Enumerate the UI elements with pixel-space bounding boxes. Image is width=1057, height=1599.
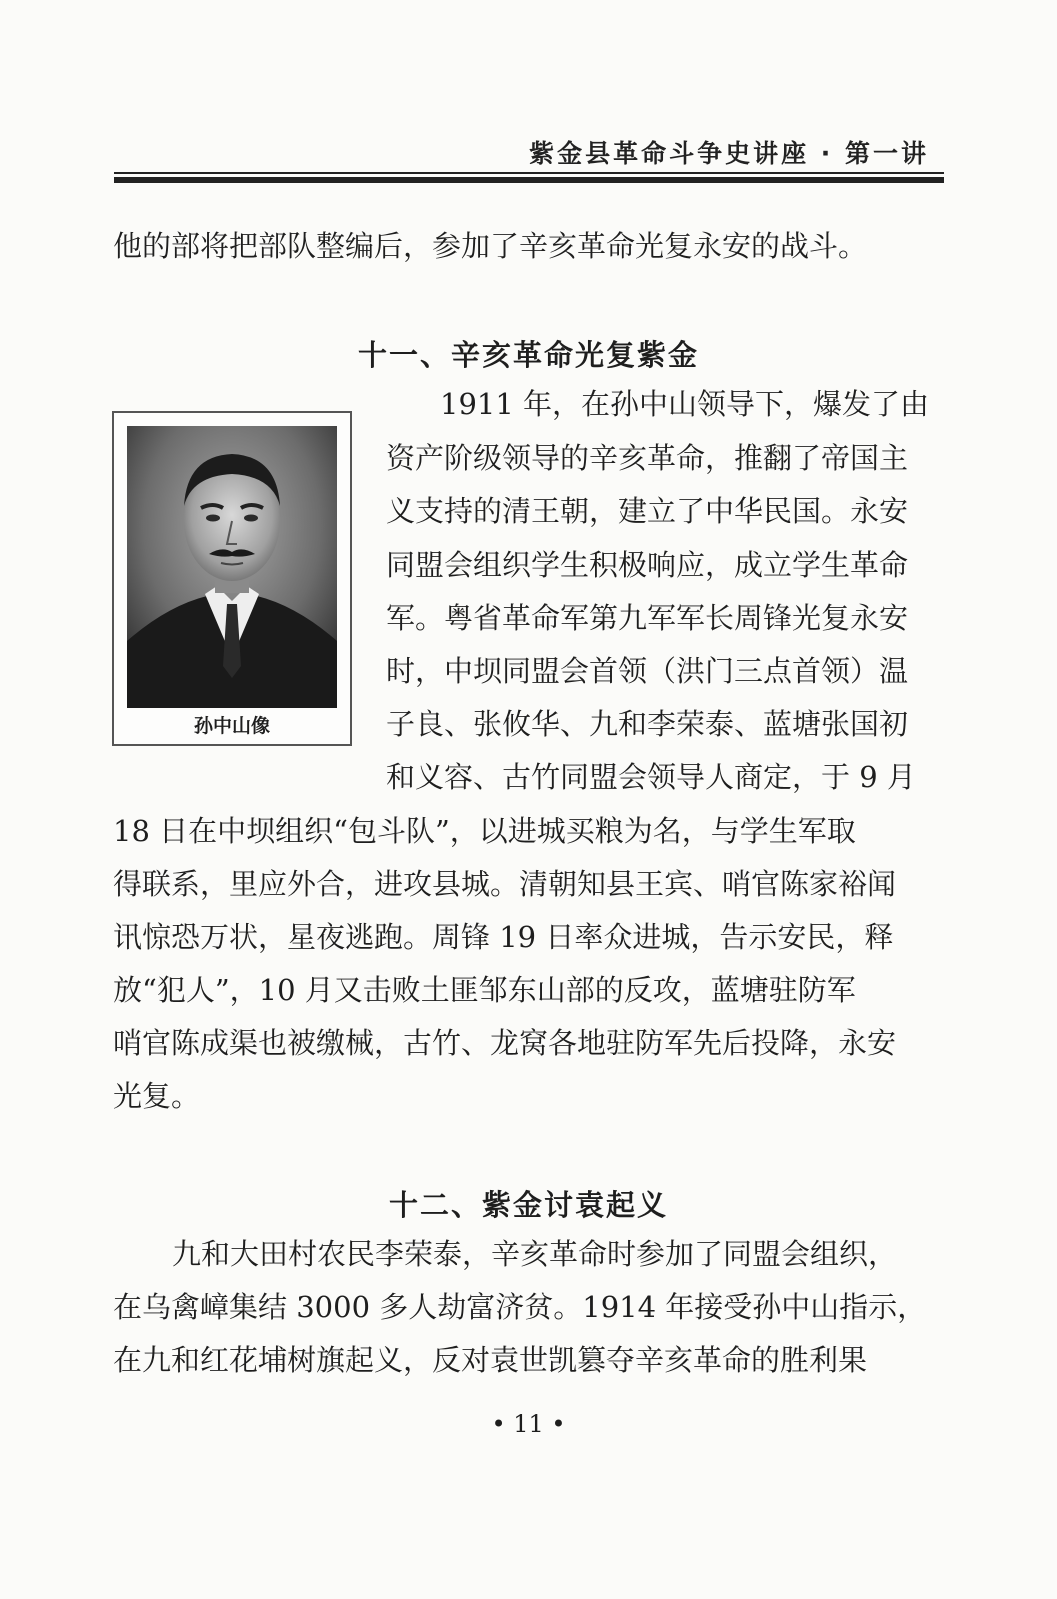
body-line: 得联系，里应外合，进攻县城。清朝知县王宾、哨官陈家裕闻 <box>113 867 897 901</box>
section-11-heading: 十一、辛亥革命光复紫金 <box>357 338 699 372</box>
body-line: 1911 年，在孙中山领导下，爆发了由 <box>440 387 930 421</box>
body-line: 在九和红花埔树旗起义，反对袁世凯篡夺辛亥革命的胜利果 <box>113 1343 868 1377</box>
page-number: • 11 • <box>491 1410 566 1438</box>
section-12-heading: 十二、紫金讨袁起义 <box>388 1188 668 1222</box>
intro-line: 他的部将把部队整编后，参加了辛亥革命光复永安的战斗。 <box>113 229 868 263</box>
body-line: 军。粤省革命军第九军军长周锋光复永安 <box>386 601 909 635</box>
body-line: 九和大田村农民李荣泰，辛亥革命时参加了同盟会组织， <box>172 1237 898 1271</box>
header-title: 紫金县革命斗争史讲座 · 第一讲 <box>529 139 929 168</box>
body-line: 在乌禽嶂集结 3000 多人劫富济贫。1914 年接受孙中山指示， <box>113 1290 927 1324</box>
body-line: 光复。 <box>113 1079 201 1113</box>
header-rule-thick <box>114 177 944 183</box>
body-line: 资产阶级领导的辛亥革命，推翻了帝国主 <box>386 441 909 475</box>
body-line: 时，中坝同盟会首领（洪门三点首领）温 <box>386 654 909 688</box>
body-line: 讯惊恐万状，星夜逃跑。周锋 19 日率众进城，告示安民，释 <box>113 920 894 954</box>
body-line: 放“犯人”，10 月又击败土匪邹东山部的反攻，蓝塘驻防军 <box>113 973 856 1007</box>
body-line: 18 日在中坝组织“包斗队”，以进城买粮为名，与学生军取 <box>113 814 856 848</box>
body-line: 和义容、古竹同盟会领导人商定，于 9 月 <box>386 760 916 794</box>
portrait-photo <box>127 426 337 708</box>
header-rule-thin <box>114 172 944 174</box>
portrait-figure <box>112 411 352 746</box>
body-line: 子良、张攸华、九和李荣泰、蓝塘张国初 <box>386 707 909 741</box>
body-line: 同盟会组织学生积极响应，成立学生革命 <box>386 548 909 582</box>
figure-caption: 孙中山像 <box>193 715 270 737</box>
body-line: 义支持的清王朝，建立了中华民国。永安 <box>386 494 909 528</box>
body-line: 哨官陈成渠也被缴械，古竹、龙窝各地驻防军先后投降，永安 <box>113 1026 897 1060</box>
